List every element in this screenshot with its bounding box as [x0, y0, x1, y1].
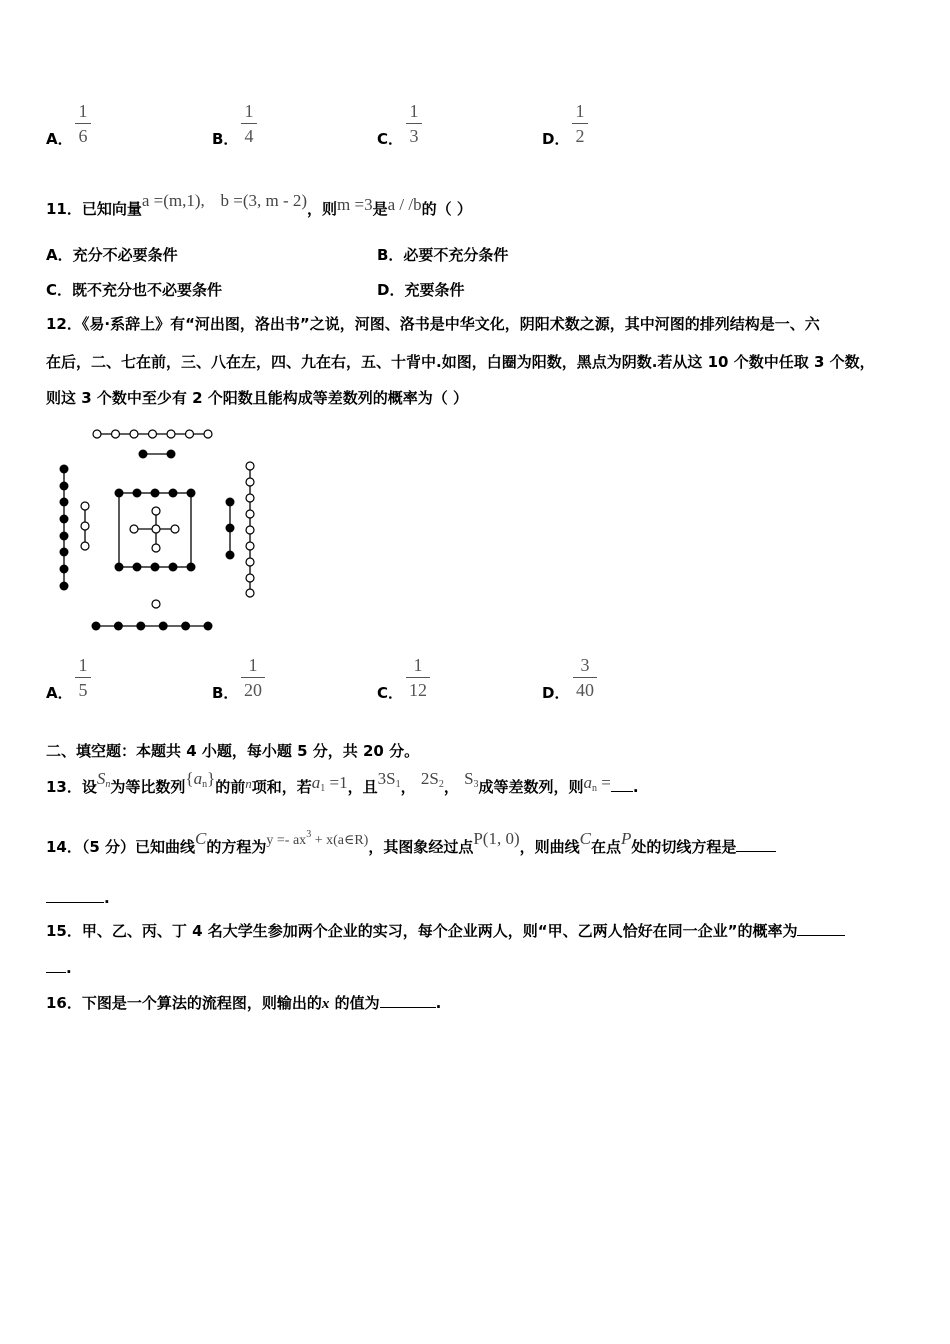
q16-answer-blank[interactable] [380, 993, 436, 1008]
white-circle [152, 600, 160, 608]
black-dot [60, 582, 69, 591]
black-dot [169, 563, 178, 572]
q12-option-c-label: C． [377, 684, 404, 702]
white-circle [246, 462, 254, 470]
q13-sn: S [96, 769, 106, 788]
black-dot [151, 563, 160, 572]
black-dot [60, 482, 69, 491]
q13-a1: a [311, 773, 321, 792]
black-dot [133, 563, 142, 572]
q10-option-c-fraction [406, 100, 422, 147]
q13-t2: 为等比数列 [110, 778, 186, 796]
section-2-title: 二、填空题：本题共 4 小题，每小题 5 分，共 20 分。 [46, 742, 420, 760]
q10-option-a-num: 1 [78, 101, 88, 121]
q11-option-c: C．既不充分也不必要条件 [46, 281, 223, 299]
q10-option-d-den: 2 [575, 126, 585, 146]
q11-vector-a: a =(m,1), [141, 191, 205, 210]
q14-c2: C [579, 829, 591, 848]
q11-condition: m =3 [337, 195, 373, 214]
q12-option-c-fraction [406, 654, 430, 701]
q12-option-b-den: 20 [244, 680, 262, 700]
q12-line-1: 12．《易·系辞上》有“河出图，洛出书”之说，河图、洛书是中华文化，阴阳术数之源，其中河图的排列结构是一、六 [46, 315, 820, 333]
q11-parallel: a / /b [387, 195, 422, 214]
black-dot [60, 532, 69, 541]
black-dot [187, 563, 196, 572]
white-circle [149, 430, 157, 438]
q10-option-d-label: D． [542, 130, 570, 148]
q14-t6: 处的切线方程是 [631, 838, 737, 856]
q10-option-b-den: 4 [244, 126, 254, 146]
q13-s1: 3S [377, 769, 396, 788]
q14-stem [46, 829, 776, 857]
q13-comma2: ， [443, 778, 459, 796]
q13-sn-sub: n [105, 779, 111, 790]
black-dot [60, 565, 69, 574]
q13-t3: 的前 [215, 778, 246, 796]
q13-ans-sub: n [592, 783, 598, 794]
white-circle [167, 430, 175, 438]
white-circle [171, 525, 179, 533]
q14-p: P(1, 0) [473, 829, 520, 848]
black-dot [115, 563, 124, 572]
q16-stem [46, 992, 441, 1013]
q14-continuation [46, 888, 110, 907]
white-circle [246, 526, 254, 534]
q10-option-d-num: 1 [575, 101, 585, 121]
black-dot [226, 524, 235, 533]
black-dot [159, 622, 168, 631]
q14-eq2: + x(a∈R) [314, 833, 369, 848]
q12-option-c-num: 1 [413, 655, 423, 675]
q15-end: . [66, 959, 72, 977]
white-circle [152, 507, 160, 515]
q14-t1: 14．（5 分）已知曲线 [46, 838, 196, 856]
white-circle [246, 510, 254, 518]
q11-option-b: B．必要不充分条件 [377, 246, 509, 264]
white-circle [246, 574, 254, 582]
q13-answer-blank[interactable] [611, 777, 633, 792]
q13-s3: S [464, 769, 474, 788]
q10-option-c-den: 3 [409, 126, 419, 146]
q14-eq: y =- ax [266, 833, 307, 848]
white-circle [246, 589, 254, 597]
q14-t4: ，则曲线 [519, 838, 580, 856]
q10-option-a-label: A． [46, 130, 73, 148]
q11-suffix: 的（ ） [421, 200, 472, 218]
q12-option-d-label: D． [542, 684, 570, 702]
q11-stem [46, 191, 472, 219]
q12-option-c-den: 12 [409, 680, 427, 700]
q13-comma1: ， [400, 778, 416, 796]
black-dot [187, 489, 196, 498]
white-circle [246, 494, 254, 502]
q16-t2: 的值为 [334, 994, 380, 1012]
q10-option-d-fraction [572, 100, 588, 147]
black-dot [60, 548, 69, 557]
q13-a1-val: =1 [329, 773, 348, 792]
q12-option-a-label: A． [46, 684, 73, 702]
q16-x: x [321, 996, 330, 1012]
q13-a1-sub: 1 [320, 783, 326, 794]
q12-option-d-den: 40 [576, 680, 594, 700]
q16-t1: 16．下图是一个算法的流程图，则输出的 [46, 994, 322, 1012]
white-circle [152, 525, 160, 533]
white-circle [204, 430, 212, 438]
q13-t5: ，且 [347, 778, 378, 796]
q14-eq-sup: 3 [306, 829, 312, 840]
black-dot [114, 622, 123, 631]
q11-vector-b: b =(3, m - 2) [220, 191, 308, 210]
q11-mid: ，则 [307, 200, 338, 218]
black-dot [181, 622, 190, 631]
q11-is: 是 [372, 200, 388, 218]
q11-prefix: 11．已知向量 [46, 200, 142, 218]
q10-option-b-label: B． [212, 130, 239, 148]
black-dot [139, 450, 148, 459]
q13-t4: 项和，若 [251, 778, 312, 796]
white-circle [186, 430, 194, 438]
black-dot [169, 489, 178, 498]
black-dot [167, 450, 176, 459]
q13-stem: 13．设$S_n$为等比数列$\{a_n\}$的前n项和，若$a_1 =1$，且$3S_1$， $2S_2$， $S_3$成等差数列，则$a_n$ = . [46, 769, 639, 796]
q15-answer-blank-1[interactable] [797, 921, 845, 936]
q14-answer-blank-2[interactable] [46, 888, 104, 903]
white-circle [246, 558, 254, 566]
q14-answer-blank-1[interactable] [736, 837, 776, 852]
white-circle [152, 544, 160, 552]
black-dot [133, 489, 142, 498]
black-dot [60, 465, 69, 474]
q12-option-d-fraction [573, 654, 597, 701]
black-dot [115, 489, 124, 498]
q12-option-b-label: B． [212, 684, 239, 702]
q14-t2: 的方程为 [206, 838, 267, 856]
q12-option-b-num: 1 [248, 655, 258, 675]
q14-end: . [104, 889, 110, 907]
q13-end: . [632, 778, 639, 796]
white-circle [130, 525, 138, 533]
q13-an-sub: n [202, 779, 208, 790]
black-dot [60, 498, 69, 507]
q12-option-a-den: 5 [78, 680, 88, 700]
q16-end: . [435, 994, 442, 1012]
white-circle [81, 502, 89, 510]
q15-stem [46, 920, 845, 941]
white-circle [246, 478, 254, 486]
q13-eq: = [601, 773, 611, 792]
black-dot [136, 622, 145, 631]
q13-s2: 2S [420, 769, 439, 788]
q15-continuation [46, 958, 72, 977]
white-circle [112, 430, 120, 438]
q10-option-b-num: 1 [244, 101, 254, 121]
q15-text: 15．甲、乙、丙、丁 4 名大学生参加两个企业的实习，每个企业两人，则“甲、乙两人恰好在同一企业”的概率为 [46, 922, 798, 940]
q11-option-a: A．充分不必要条件 [46, 246, 178, 264]
q14-t3: ，其图象经过点 [368, 838, 474, 856]
hetu-figure [50, 424, 270, 636]
q11-option-d: D．充要条件 [377, 281, 465, 299]
q14-c: C [195, 829, 207, 848]
q12-option-a-fraction [75, 654, 91, 701]
black-dot [151, 489, 160, 498]
black-dot [204, 622, 213, 631]
q13-s2-sub: 2 [438, 779, 444, 790]
q10-option-a-den: 6 [78, 126, 88, 146]
q12-line-3: 则这 3 个数中至少有 2 个阳数且能构成等差数列的概率为（ ） [46, 389, 468, 407]
q10-option-a-fraction [75, 100, 91, 147]
black-dot [92, 622, 101, 631]
black-dot [226, 551, 235, 560]
q10-option-c-label: C． [377, 130, 404, 148]
q12-option-b-fraction [241, 654, 265, 701]
q13-an: a [193, 769, 203, 788]
q10-option-c-num: 1 [409, 101, 419, 121]
q14-p2: P [621, 829, 632, 848]
q13-ans: a [583, 773, 593, 792]
white-circle [93, 430, 101, 438]
white-circle [81, 542, 89, 550]
q13-t6: 成等差数列，则 [478, 778, 584, 796]
q10-option-b-fraction [241, 100, 257, 147]
q13-n: n [245, 776, 252, 791]
q13-s1-sub: 1 [395, 779, 401, 790]
q15-answer-blank-2[interactable] [46, 958, 66, 973]
q12-option-a-num: 1 [78, 655, 88, 675]
white-circle [246, 542, 254, 550]
white-circle [130, 430, 138, 438]
q14-t5: 在点 [590, 838, 621, 856]
white-circle [81, 522, 89, 530]
black-dot [226, 498, 235, 507]
q13-s3-sub: 3 [473, 779, 479, 790]
q12-line-2: 在后，二、七在前，三、八在左，四、九在右，五、十背中.如图，白圈为阳数，黑点为阴数.若从这 10 个数中任取 3 个数， [46, 353, 875, 371]
yin-black-dots [60, 450, 235, 631]
q12-option-d-num: 3 [580, 655, 590, 675]
q13-t1: 13．设 [46, 778, 97, 796]
black-dot [60, 515, 69, 524]
